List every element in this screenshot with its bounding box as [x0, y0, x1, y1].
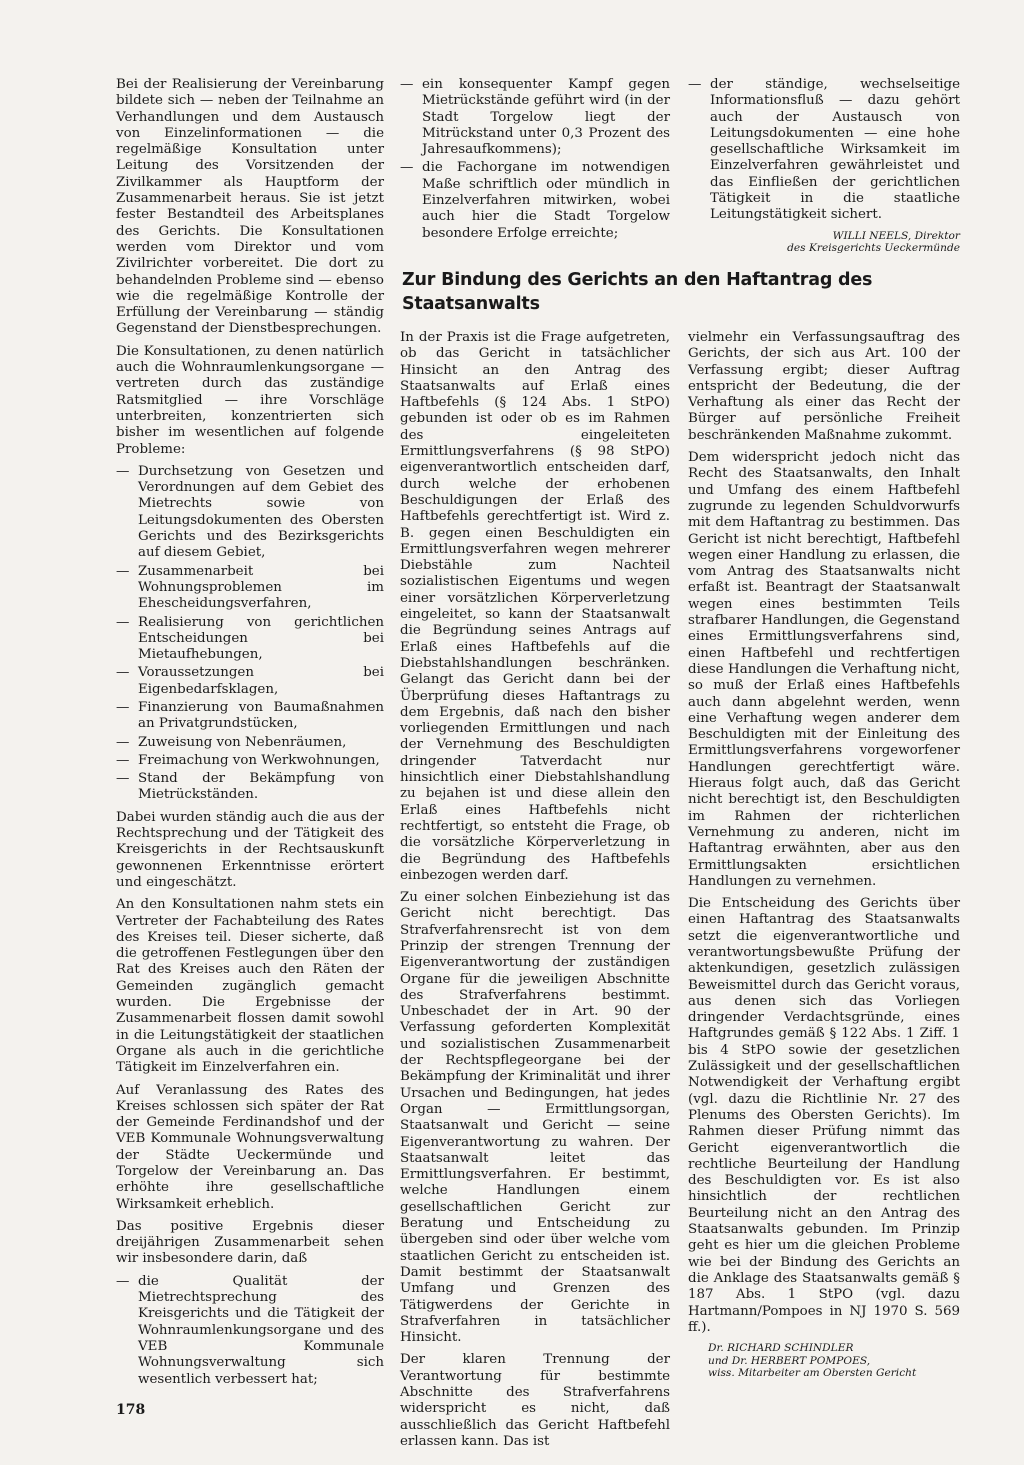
author-signature	[688, 230, 960, 255]
author-name: Dr. RICHARD SCHINDLER	[708, 1342, 854, 1355]
paragraph: vielmehr ein Verfassungsauftrag des Gerichts, der sich aus Art. 100 der Verfassung ergibt; dieser Auftrag entspricht der Bedeutung, die der Verhaftung als einer das Recht der Bürger auf persönliche Freiheit beschränkenden Maßnahme zukommt.	[688, 330, 960, 443]
list-item: — Voraussetzungen bei Eigenbedarfsklagen,	[116, 665, 384, 698]
article-heading: Zur Bindung des Gerichts an den Haftantrag des Staatsanwalts	[402, 270, 873, 314]
paragraph: Die Entscheidung des Gerichts über einen Haftantrag des Staatsanwalts setzt die eigenverantwortliche und verantwortungsbewußte Prüfung der aktenkundigen, gesetzlich zulässigen Beweismittel durch das Gericht voraus, aus denen sich das Vorliegen dringender Verdachtsgründe, eines Haftgrundes gemäß § 122 Abs. 1 Ziff. 1 bis 4 StPO sowie der gesetzlichen Zulässigkeit und der gesellschaftlichen Notwendigkeit der Verhaftung ergibt (vgl. dazu die Richtlinie Nr. 27 des Plenums des Obersten Gerichts). Im Rahmen dieser Prüfung nimmt das Gericht eigenverantwortlich die rechtliche Beurteilung der Handlung des Beschuldigten vor. Es ist also hinsichtlich der rechtlichen Beurteilung nicht an den Antrag des Staatsanwalts gebunden. Im Prinzip geht es hier um die gleichen Probleme wie bei der Bindung des Gerichts an die Anklage des Staatsanwalts gemäß § 187 Abs. 1 StPO (vgl. dazu Hartmann/Pompoes in NJ 1970 S. 569 ff.).	[688, 896, 960, 1335]
list-item: — Realisierung von gerichtlichen Entscheidungen bei Mietaufhebungen,	[116, 615, 384, 664]
result-list-continued	[688, 77, 960, 224]
list-item: — die Fachorgane im notwendigen Maße schriftlich oder mündlich in Einzelverfahren mitwirken, wobei auch hier die Stadt Torgelow besondere Erfolge erreichte;	[400, 160, 670, 241]
paragraph: An den Konsultationen nahm stets ein Vertreter der Fachabteilung des Rates des Kreises teil. Dieser sicherte, daß die getroffenen Festlegungen über den Rat des Kreises auch den Räten der Gemeinden zugänglich gemacht wurden. Die Ergebnisse der Zusammenarbeit flossen damit sowohl in die Leitungstätigkeit der staatlichen Organe als auch in die gerichtliche Tätigkeit im Einzelverfahren ein.	[116, 897, 384, 1076]
problem-list	[116, 464, 384, 804]
paragraph: Dem widerspricht jedoch nicht das Recht des Staatsanwalts, den Inhalt und Umfang des einem Haftbefehl zugrunde zu legenden Schuldvorwurfs mit dem Haftantrag zu bestimmen. Das Gericht ist nicht berechtigt, Haftbefehl wegen einer Handlung zu erlassen, die vom Antrag des Staatsanwalts nicht erfaßt ist. Beantragt der Staatsanwalt wegen eines bestimmten Teils strafbarer Handlungen, die Gegenstand eines Ermittlungsverfahrens sind, einen Haftbefehl und rechtfertigen diese Handlungen die Verhaftung nicht, so muß der Erlaß eines Haftbefehls auch dann abgelehnt werden, wenn eine Verhaftung wegen anderer dem Beschuldigten mit der Einleitung des Ermittlungsverfahrens vorgeworfener Handlungen gerechtfertigt wäre. Hieraus folgt auch, daß das Gericht nicht berechtigt ist, den Beschuldigten im Rahmen der richterlichen Vernehmung zu anderen, nicht im Haftantrag erwähnten, aber aus den Ermittlungsakten ersichtlichen Handlungen zu vernehmen.	[688, 450, 960, 889]
paragraph: In der Praxis ist die Frage aufgetreten, ob das Gericht in tatsächlicher Hinsicht an den Antrag des Staatsanwalts auf Erlaß eines Haftbefehls (§ 124 Abs. 1 StPO) gebunden ist oder ob es im Rahmen des eingeleiteten Ermittlungsverfahrens (§ 98 StPO) eigenverantwortlich entscheiden darf, durch welche der erhobenen Beschuldigungen der Erlaß des Haftbefehls gerechtfertigt ist. Wird z. B. gegen einen Beschuldigten ein Ermittlungsverfahren wegen mehrerer Diebstähle zum Nachteil sozialistischen Eigentums und wegen einer vorsätzlichen Körperverletzung eingeleitet, so kann der Staatsanwalt die Begründung seines Antrags auf Erlaß eines Haftbefehls auf die Diebstahlshandlungen beschränken. Gelangt das Gericht dann bei der Überprüfung dieses Haftantrags zu dem Ergebnis, daß nach den bisher vorliegenden Ermittlungen und nach der Vernehmung des Beschuldigten dringender Tatverdacht nur hinsichtlich einer Diebstahlshandlung zu bejahen ist und diese allein den Erlaß eines Haftbefehls nicht rechtfertigt, so entsteht die Frage, ob die vorsätzliche Körperverletzung in die Begründung des Haftbefehls einbezogen werden darf.	[400, 330, 670, 883]
paragraph: Auf Veranlassung des Rates des Kreises schlossen sich später der Rat der Gemeinde Ferdinandshof und der VEB Kommunale Wohnungsverwaltung der Städte Ueckermünde und Torgelow der Vereinbarung an. Das erhöhte ihre gesellschaftliche Wirksamkeit erheblich.	[116, 1082, 384, 1212]
column-right-article	[688, 330, 960, 1380]
list-item: — Freimachung von Werkwohnungen,	[116, 753, 384, 769]
result-list	[116, 1274, 384, 1388]
paragraph: Das positive Ergebnis dieser dreijährigen Zusammenarbeit sehen wir insbesondere darin, daß	[116, 1218, 384, 1267]
column-right-top	[688, 77, 960, 255]
paragraph: Dabei wurden ständig auch die aus der Rechtsprechung und der Tätigkeit des Kreisgerichts in der Rechtsauskunft gewonnenen Erkenntnisse erörtert und eingeschätzt.	[116, 809, 384, 890]
paragraph: Die Konsultationen, zu denen natürlich auch die Wohnraumlenkungsorgane — vertreten durch das zuständige Ratsmitglied — ihre Vorschläge unterbreiten, konzentrierten sich bisher im wesentlichen auf folgende Probleme:	[116, 343, 384, 457]
list-item: — der ständige, wechselseitige Informationsfluß — dazu gehört auch der Austausch von Leitungsdokumenten — eine hohe gesellschaftliche Wirksamkeit im Einzelverfahren gewährleistet und das Einfließen der gerichtlichen Tätigkeit in die staatliche Leitungstätigkeit sichert.	[688, 77, 960, 224]
column-middle-top	[400, 77, 670, 248]
result-list-continued	[400, 77, 670, 242]
column-middle-article	[400, 330, 670, 1456]
list-item: — Zusammenarbeit bei Wohnungsproblemen im Ehescheidungsverfahren,	[116, 564, 384, 613]
author-name: und Dr. HERBERT POMPOES,	[708, 1354, 871, 1367]
list-item: — ein konsequenter Kampf gegen Mietrückstände geführt wird (in der Stadt Torgelow liegt der Mitrückstand unter 0,3 Prozent des Jahresaufkommens);	[400, 77, 670, 158]
author-signature	[688, 1342, 960, 1380]
list-item: — Zuweisung von Nebenräumen,	[116, 735, 384, 751]
author-name: WILLI NEELS, Direktor	[832, 229, 960, 242]
paragraph: Zu einer solchen Einbeziehung ist das Gericht nicht berechtigt. Das Strafverfahrensrecht ist von dem Prinzip der strengen Trennung der Eigenverantwortung der zuständigen Organe für die jeweiligen Abschnitte des Strafverfahrens bestimmt. Unbeschadet der in Art. 90 der Verfassung geforderten Komplexität und sozialistischen Zusammenarbeit der Rechtspflegeorgane bei der Bekämpfung der Kriminalität und ihrer Ursachen und Bedingungen, hat jedes Organ — Ermittlungsorgan, Staatsanwalt und Gericht — seine Eigenverantwortung zu wahren. Der Staatsanwalt leitet das Ermittlungsverfahren. Er bestimmt, welche Handlungen einem gesellschaftlichen Gericht zur Beratung und Entscheidung zu übergeben sind oder über welche vom staatlichen Gericht zu entscheiden ist. Damit bestimmt der Staatsanwalt Umfang und Grenzen des Tätigwerdens der Gerichte in Strafverfahren in tatsächlicher Hinsicht.	[400, 890, 670, 1346]
author-affiliation: wiss. Mitarbeiter am Obersten Gericht	[708, 1367, 917, 1380]
list-item: — Stand der Bekämpfung von Mietrückständen.	[116, 771, 384, 804]
list-item: — die Qualität der Mietrechtsprechung des Kreisgerichts und die Tätigkeit der Wohnraumlenkungsorgane und des VEB Kommunale Wohnungsverwaltung sich wesentlich verbessert hat;	[116, 1274, 384, 1388]
paragraph: Bei der Realisierung der Vereinbarung bildete sich — neben der Teilnahme an Verhandlungen und dem Austausch von Einzelinformationen — die regelmäßige Konsultation unter Leitung des Vorsitzenden der Zivilkammer als Hauptform der Zusammenarbeit heraus. Sie ist jetzt fester Bestandteil des Arbeitsplanes des Gerichts. Die Konsultationen werden vom Direktor und vom Zivilrichter vorbereitet. Die dort zu behandelnden Probleme sind — ebenso wie die regelmäßige Kontrolle der Erfüllung der Vereinbarung — ständig Gegenstand der Dienstbesprechungen.	[116, 77, 384, 337]
list-item: — Finanzierung von Baumaßnahmen an Privatgrundstücken,	[116, 700, 384, 733]
page-number: 178	[116, 1402, 146, 1418]
paragraph: Der klaren Trennung der Verantwortung für bestimmte Abschnitte des Strafverfahrens widerspricht es nicht, daß ausschließlich das Gericht Haftbefehl erlassen kann. Das ist	[400, 1352, 670, 1449]
author-affiliation: des Kreisgerichts Ueckermünde	[787, 242, 960, 255]
list-item: — Durchsetzung von Gesetzen und Verordnungen auf dem Gebiet des Mietrechts sowie von Leitungsdokumenten des Obersten Gerichts und des Bezirksgerichts auf diesem Gebiet,	[116, 464, 384, 562]
column-left	[116, 77, 384, 1394]
